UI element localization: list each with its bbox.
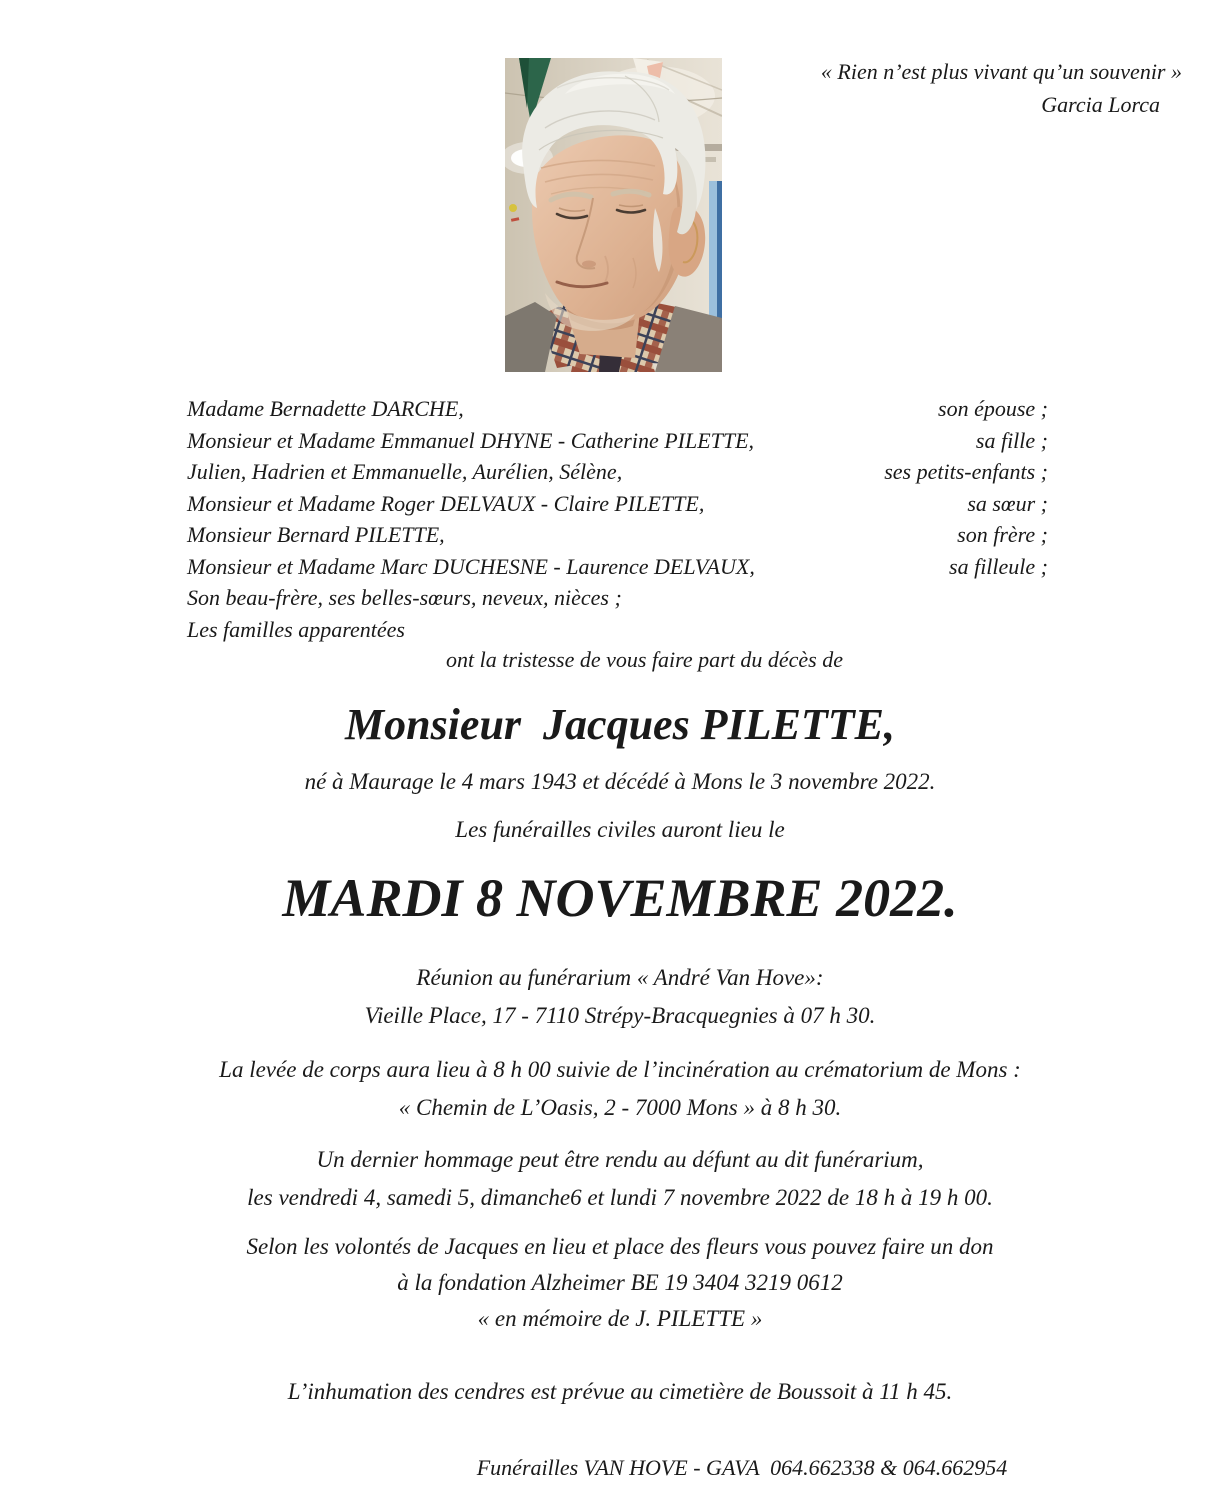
family-member-relation: son épouse ; (938, 396, 1048, 421)
levee-line2: « Chemin de L’Oasis, 2 - 7000 Mons » à 8 h 30. (398, 1095, 842, 1120)
family-row (187, 582, 1048, 614)
meeting-line1: Réunion au funérarium « André Van Hove»: (416, 965, 824, 990)
quote-text: « Rien n’est plus vivant qu’un souvenir » (820, 59, 1182, 84)
funeral-intro: Les funérailles civiles auront lieu le (455, 817, 785, 842)
funeral-date: MARDI 8 NOVEMBRE 2022. (282, 868, 958, 928)
family-member-name: Monsieur Bernard PILETTE, (187, 522, 445, 547)
family-member-name: Monsieur et Madame Roger DELVAUX - Claire PILETTE, (187, 490, 705, 516)
family-row (187, 488, 1048, 520)
donation-line2: à la fondation Alzheimer BE 19 3404 3219 0612 (397, 1270, 843, 1295)
hommage-line2: les vendredi 4, samedi 5, dimanche6 et lundi 7 novembre 2022 de 18 h à 19 h 00. (247, 1185, 993, 1210)
family-member-name: Julien, Hadrien et Emmanuelle, Aurélien, Sélène, (187, 459, 623, 484)
deceased-life-dates: né à Maurage le 4 mars 1943 et décédé à Mons le 3 novembre 2022. (304, 769, 936, 794)
announcement-line: ont la tristesse de vous faire part du décès de (446, 647, 843, 672)
family-member-relation: son frère ; (957, 522, 1048, 547)
family-member-name: Les familles apparentées (187, 616, 405, 642)
family-row (187, 519, 1048, 551)
family-member-name: Monsieur et Madame Emmanuel DHYNE - Catherine PILETTE, (187, 427, 755, 453)
family-member-name: Madame Bernadette DARCHE, (187, 396, 464, 421)
donation-line1: Selon les volontés de Jacques en lieu et place des fleurs vous pouvez faire un don (246, 1234, 994, 1259)
family-row (187, 456, 1048, 488)
family-row (187, 551, 1048, 583)
portrait-photo (505, 58, 722, 372)
meeting-paragraph (13, 959, 1214, 1035)
family-member-relation: ses petits-enfants ; (884, 459, 1048, 484)
memorial-quote (821, 55, 1182, 121)
family-row (187, 393, 1048, 425)
family-member-name: Son beau-frère, ses belles-sœurs, neveux, nièces ; (187, 585, 622, 610)
inhumation-line: L’inhumation des cendres est prévue au cimetière de Boussoit à 11 h 45. (287, 1379, 953, 1404)
levee-paragraph (13, 1051, 1214, 1127)
family-member-name: Monsieur et Madame Marc DUCHESNE - Laurence DELVAUX, (187, 553, 755, 579)
donation-line3: « en mémoire de J. PILETTE » (477, 1306, 763, 1331)
family-member-relation: sa filleule ; (949, 553, 1048, 579)
hommage-paragraph (13, 1141, 1214, 1217)
portrait-illustration (505, 58, 722, 372)
family-row (187, 614, 1048, 646)
quote-author: Garcia Lorca (1041, 92, 1160, 117)
family-row (187, 425, 1048, 457)
meeting-line2: Vieille Place, 17 - 7110 Strépy-Bracquegnies à 07 h 30. (364, 1003, 876, 1028)
deceased-name: Monsieur Jacques PILETTE, (344, 700, 896, 749)
family-member-relation: sa fille ; (975, 427, 1048, 453)
donation-paragraph (13, 1229, 1214, 1337)
funeral-home-footer: Funérailles VAN HOVE - GAVA 064.662338 & 064.662954 (476, 1455, 1008, 1480)
hommage-line1: Un dernier hommage peut être rendu au défunt au dit funérarium, (316, 1147, 924, 1172)
family-list (187, 393, 1048, 645)
family-member-relation: sa sœur ; (967, 490, 1048, 516)
levee-line1: La levée de corps aura lieu à 8 h 00 suivie de l’incinération au crématorium de Mons : (219, 1057, 1021, 1082)
